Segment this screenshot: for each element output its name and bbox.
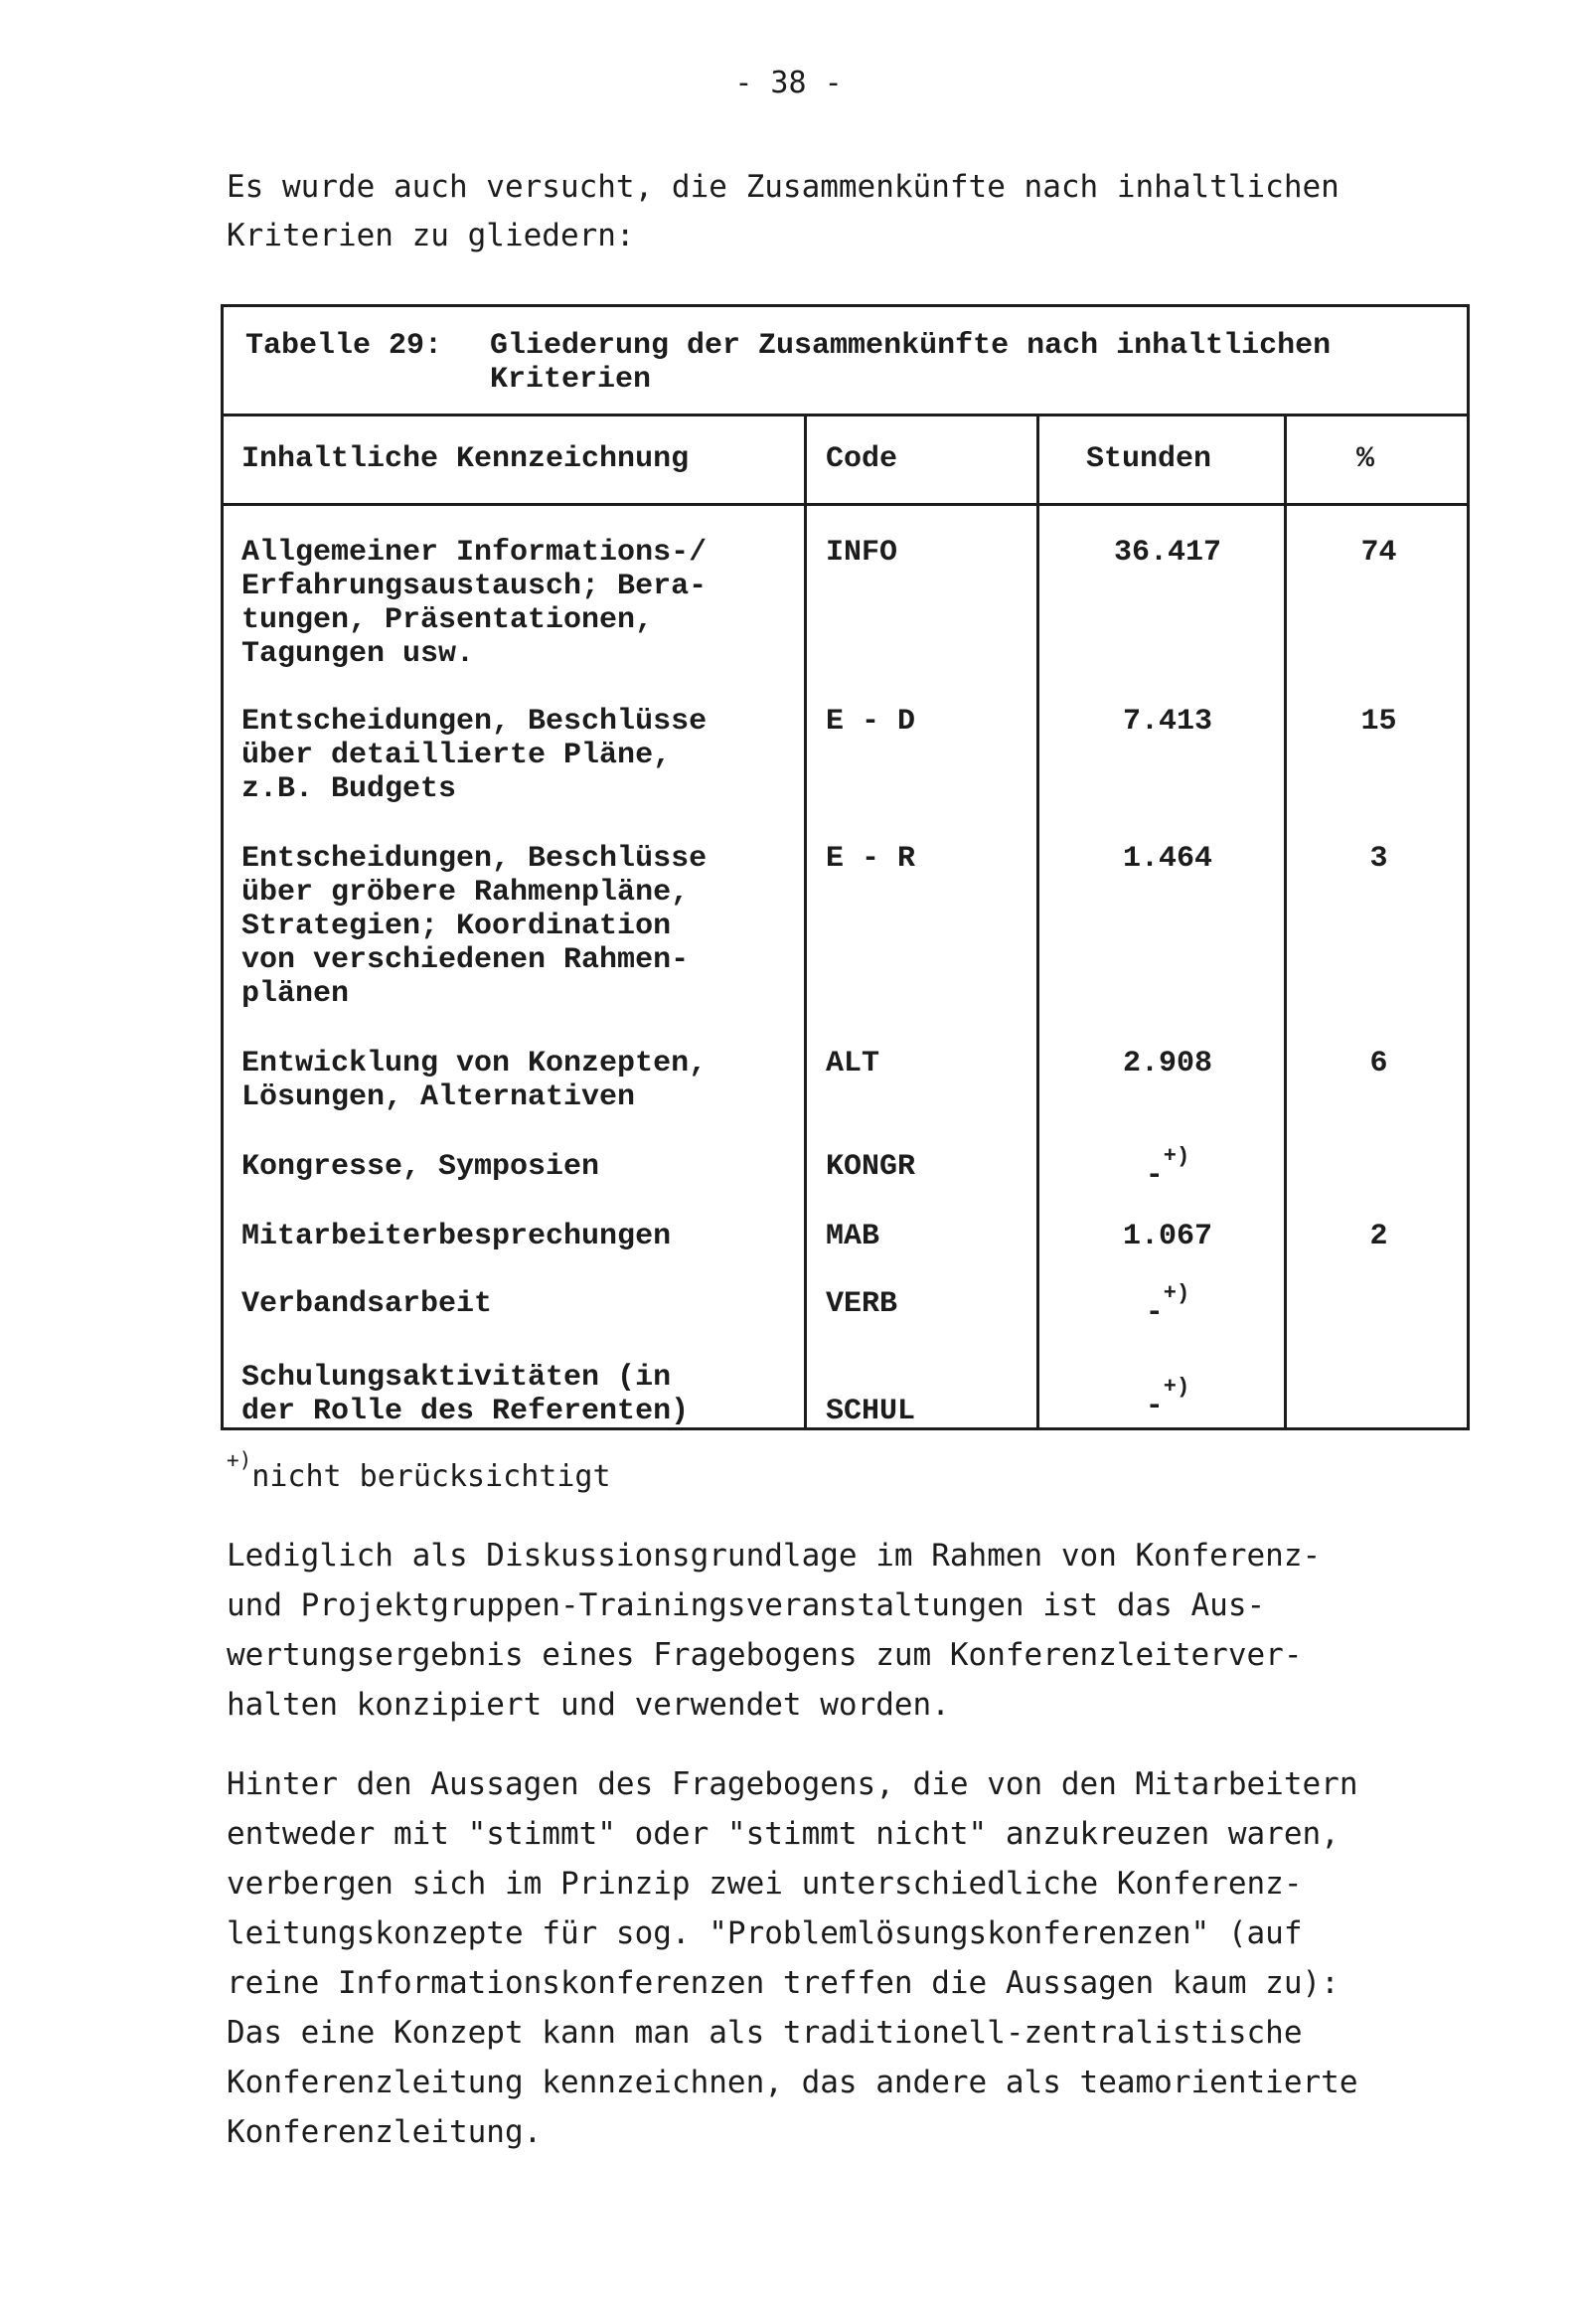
row-hours: 7.413 <box>1122 705 1212 739</box>
row-hours <box>1048 1144 1287 1193</box>
footnote-marker: +) <box>227 1448 252 1472</box>
row-hours-value: - <box>1145 1159 1164 1193</box>
column-divider <box>1036 416 1039 503</box>
row-code: VERB <box>826 1287 898 1321</box>
table-caption <box>224 307 1467 416</box>
table-caption-title: Gliederung der Zusammenkünfte nach inhaltlichen Kriterien <box>490 329 1332 397</box>
column-divider <box>804 416 807 503</box>
header-code: Code <box>826 442 898 476</box>
row-code: E - D <box>826 705 916 739</box>
row-code: INFO <box>826 536 898 570</box>
paragraph-2: Lediglich als Diskussionsgrundlage im Rahmen von Konferenz- und Projektgruppen-Trainingsveranstaltungen ist das Aus- wertungsergebnis eines Fragebogens zum Konferenzleiterver- halten konzipiert und verwendet worden. <box>227 1538 1322 1723</box>
column-divider <box>1284 416 1287 503</box>
header-description: Inhaltliche Kennzeichnung <box>241 442 690 476</box>
row-hours-value: - <box>1145 1390 1164 1423</box>
row-description: Mitarbeiterbesprechungen <box>241 1220 672 1253</box>
row-percent: 6 <box>1369 1047 1388 1080</box>
row-code: E - R <box>826 842 916 876</box>
row-hours-note: +) <box>1163 1144 1190 1169</box>
table-29 <box>221 304 1470 1430</box>
table-caption-label: Tabelle 29: <box>245 329 443 363</box>
row-description: Entwicklung von Konzepten, Lösungen, Alternativen <box>241 1047 708 1114</box>
header-hours: Stunden <box>1086 442 1212 476</box>
row-description: Verbandsarbeit <box>241 1287 493 1321</box>
table-header-row <box>224 416 1467 506</box>
row-description: Schulungsaktivitäten (in der Rolle des Referenten) <box>241 1361 690 1428</box>
table-body <box>224 506 1467 1427</box>
row-percent: 15 <box>1360 705 1397 739</box>
row-hours <box>1048 1375 1287 1423</box>
row-hours-value: - <box>1145 1296 1164 1330</box>
table-footnote <box>227 1448 611 1494</box>
column-divider <box>804 506 807 1427</box>
row-description: Allgemeiner Informations-/ Erfahrungsaustausch; Bera- tungen, Präsentationen, Tagungen usw. <box>241 536 708 671</box>
header-percent: % <box>1356 442 1375 476</box>
row-hours: 36.417 <box>1113 536 1222 570</box>
row-hours: 2.908 <box>1122 1047 1212 1080</box>
row-code: SCHUL <box>826 1395 916 1428</box>
row-hours: 1.464 <box>1122 842 1212 876</box>
row-hours-note: +) <box>1163 1375 1190 1400</box>
row-hours: 1.067 <box>1122 1220 1212 1253</box>
row-percent: 3 <box>1369 842 1388 876</box>
row-code: KONGR <box>826 1150 916 1184</box>
footnote-text: nicht berücksichtigt <box>251 1459 611 1494</box>
row-code: ALT <box>826 1047 880 1080</box>
intro-paragraph: Es wurde auch versucht, die Zusammenkünfte nach inhaltlichen Kriterien zu gliedern: <box>227 169 1340 253</box>
page-number: - 38 - <box>734 66 843 100</box>
row-hours-note: +) <box>1163 1281 1190 1306</box>
row-description: Kongresse, Symposien <box>241 1150 600 1184</box>
row-description: Entscheidungen, Beschlüsse über detaillierte Pläne, z.B. Budgets <box>241 705 708 806</box>
row-description: Entscheidungen, Beschlüsse über gröbere Rahmenpläne, Strategien; Koordination von verschiedenen Rahmen- plänen <box>241 842 708 1011</box>
row-percent: 74 <box>1360 536 1397 570</box>
row-code: MAB <box>826 1220 880 1253</box>
row-percent: 2 <box>1369 1220 1388 1253</box>
column-divider <box>1036 506 1039 1427</box>
row-hours <box>1048 1281 1287 1330</box>
paragraph-3: Hinter den Aussagen des Fragebogens, die von den Mitarbeitern entweder mit "stimmt" oder "stimmt nicht" anzukreuzen waren, verbergen sich im Prinzip zwei unterschiedliche Konferenz- leitungskonzepte für sog. "Problemlösungskonferenzen" (auf reine Informationskonferenzen treffen die Aussagen kaum zu): Das eine Konzept kann man als traditionell-zentralistische Konferenzleitung kennzeichnen, das andere als teamorientierte Konferenzleitung. <box>227 1766 1358 2150</box>
